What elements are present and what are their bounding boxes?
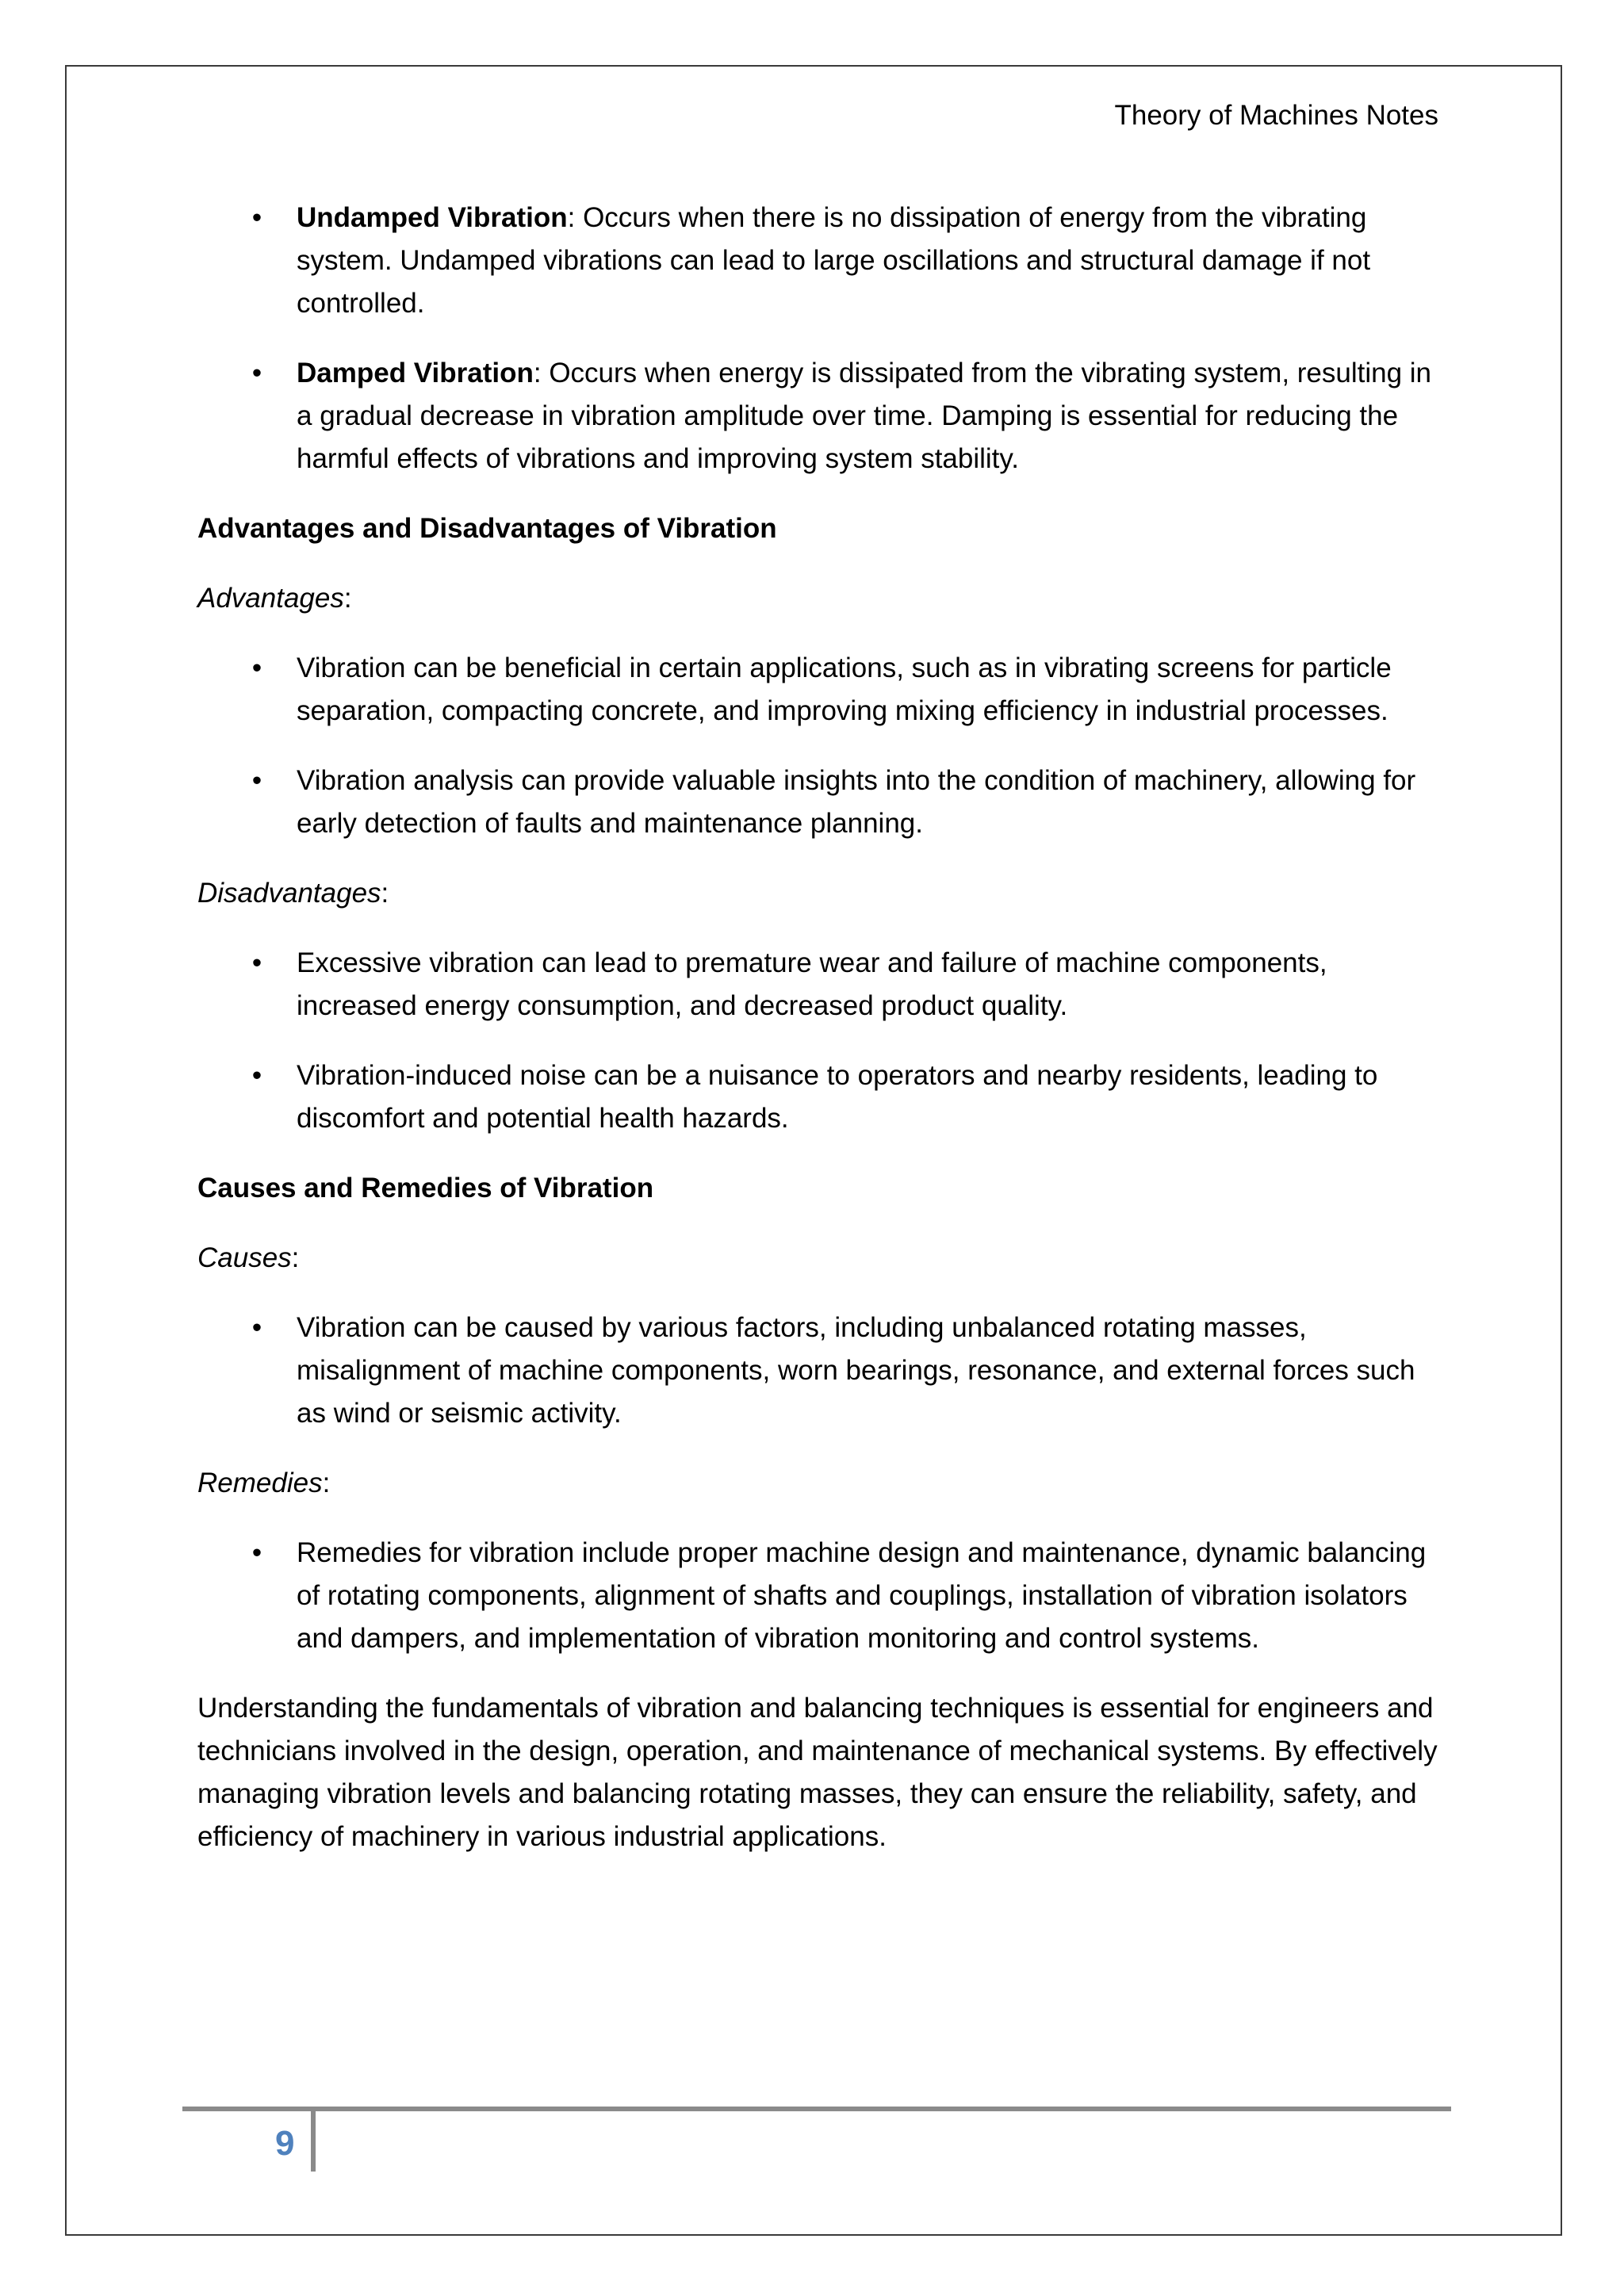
list-item-text: Vibration analysis can provide valuable insights into the condition of machinery, allowing for early detection of faults and maintenance planning. (297, 765, 1416, 839)
label-colon: : (291, 1242, 300, 1273)
bullet-icon: • (251, 202, 262, 233)
section-heading-advantages-disadvantages: Advantages and Disadvantages of Vibration (197, 513, 777, 544)
advantages-list (197, 647, 1450, 845)
bullet-icon: • (251, 358, 262, 388)
list-item (197, 1054, 1450, 1140)
disadvantages-list (197, 942, 1450, 1140)
subheading-label: Causes (197, 1242, 292, 1273)
subheading-label: Disadvantages (197, 878, 381, 909)
footer-divider (311, 2107, 316, 2172)
page-number: 9 (275, 2124, 295, 2163)
bullet-icon: • (251, 1537, 262, 1568)
bullet-icon: • (251, 765, 262, 796)
term-undamped-vibration: Undamped Vibration (297, 202, 568, 233)
section-heading-causes-remedies: Causes and Remedies of Vibration (197, 1173, 654, 1203)
list-item-text: Remedies for vibration include proper machine design and maintenance, dynamic balancing of rotating components, alignment of shafts and couplings, installation of vibration isolators and dampers, and implementation of vibration monitoring and control systems. (297, 1537, 1427, 1654)
definition-text: Occurs when energy is dissipated from the vibrating system, resulting in a gradual decrease in vibration amplitude over time. Damping is essential for reducing the harmful effects of vibrations and improving system stability. (297, 358, 1432, 474)
list-item (197, 1532, 1450, 1660)
bullet-icon: • (251, 652, 262, 683)
list-item-text: Vibration can be caused by various factors, including unbalanced rotating masses, misalignment of machine components, worn bearings, resonance, and external forces such as wind or seismic activity. (297, 1312, 1415, 1429)
term-separator: : (533, 358, 542, 388)
running-header: Theory of Machines Notes (1114, 100, 1438, 131)
vibration-types-list (197, 197, 1450, 480)
list-item-text: Excessive vibration can lead to premature wear and failure of machine components, increased energy consumption, and decreased product quality. (297, 947, 1327, 1021)
label-colon: : (381, 878, 389, 909)
list-item (197, 647, 1450, 733)
list-item (197, 760, 1450, 845)
subheading-advantages (197, 577, 1450, 620)
conclusion-paragraph: Understanding the fundamentals of vibration and balancing techniques is essential for engineers and technicians involved in the design, operation, and maintenance of mechanical systems. By effectively managing vibration levels and balancing rotating masses, they can ensure the reliability, safety, and efficiency of machinery in various industrial applications. (197, 1693, 1438, 1852)
remedies-list (197, 1532, 1450, 1660)
list-item (197, 942, 1450, 1027)
bullet-icon: • (251, 947, 262, 978)
label-colon: : (343, 583, 352, 614)
bullet-icon: • (251, 1312, 262, 1343)
term-separator: : (567, 202, 576, 233)
list-item (197, 197, 1450, 325)
footer-rule (182, 2107, 1451, 2111)
subheading-label: Advantages (197, 583, 344, 614)
label-colon: : (322, 1468, 331, 1498)
list-item (197, 1307, 1450, 1435)
definition-text: Occurs when there is no dissipation of energy from the vibrating system. Undamped vibrations can lead to large oscillations and structural damage if not controlled. (297, 202, 1371, 319)
subheading-remedies (197, 1462, 1450, 1505)
list-item-text: Vibration can be beneficial in certain applications, such as in vibrating screens for particle separation, compacting concrete, and improving mixing efficiency in industrial processes. (297, 652, 1392, 726)
bullet-icon: • (251, 1060, 262, 1091)
subheading-label: Remedies (197, 1468, 323, 1498)
causes-list (197, 1307, 1450, 1435)
subheading-causes (197, 1237, 1450, 1280)
list-item (197, 352, 1450, 480)
term-damped-vibration: Damped Vibration (297, 358, 534, 388)
subheading-disadvantages (197, 872, 1450, 915)
list-item-text: Vibration-induced noise can be a nuisance to operators and nearby residents, leading to discomfort and potential health hazards. (297, 1060, 1378, 1134)
page-content (197, 197, 1450, 1885)
